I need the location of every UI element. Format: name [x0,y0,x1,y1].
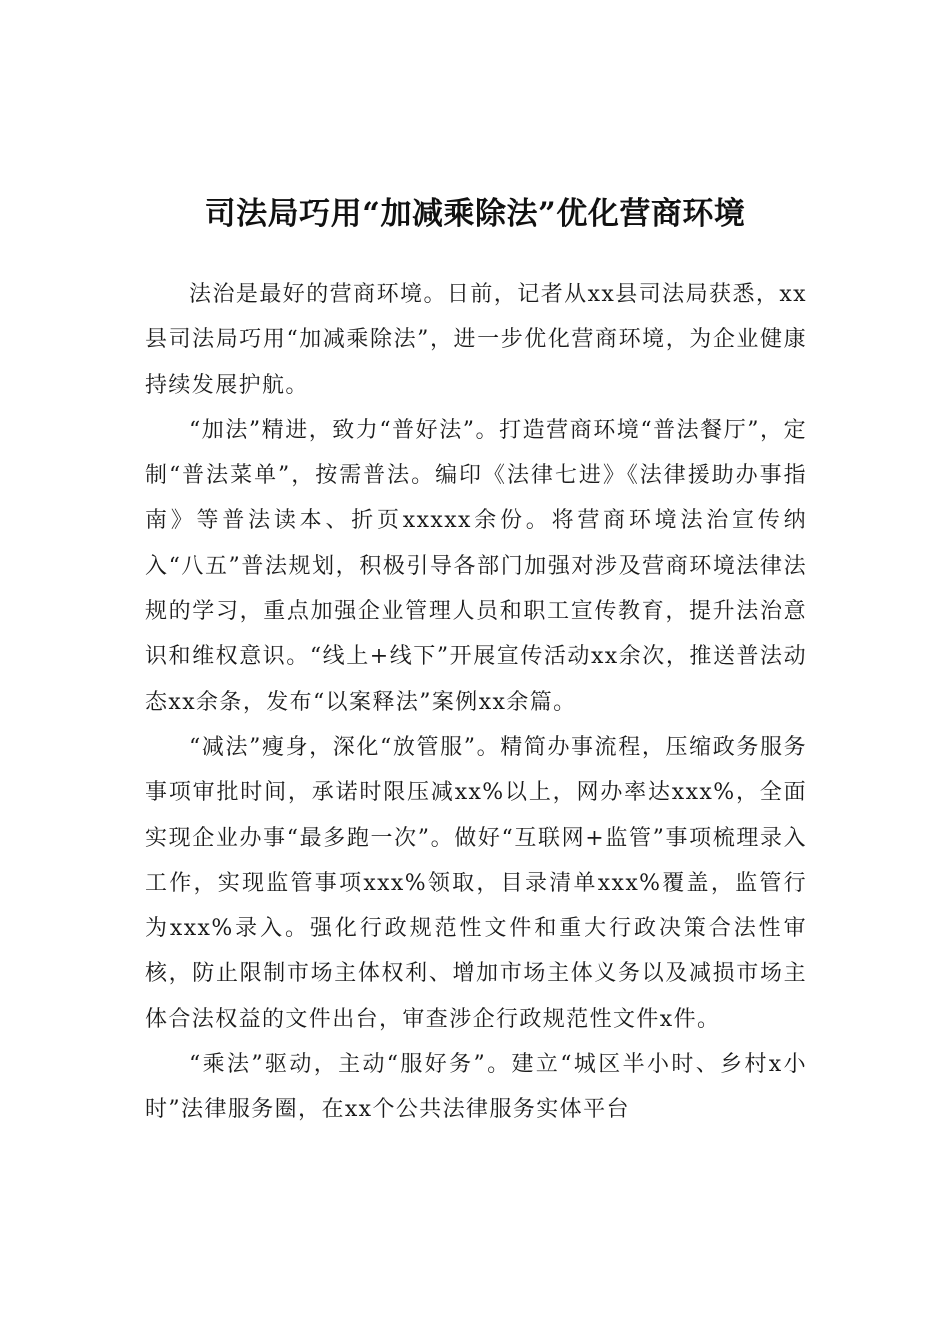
document-title: 司法局巧用“加减乘除法”优化营商环境 [204,195,746,232]
paragraph-subtraction: “减法”瘦身，深化“放管服”。精简办事流程，压缩政务服务事项审批时间，承诺时限压减xx%以上，网办率达xxx%，全面实现企业办事“最多跑一次”。做好“互联网+监管”事项梳理录入工作，实现监管事项xxx%领取，目录清单xxx%覆盖，监管行为xxx%录入。强化行政规范性文件和重大行政决策合法性审核，防止限制市场主体权利、增加市场主体义务以及减损市场主体合法权益的文件出台，审查涉企行政规范性文件x件。 [145,734,807,1032]
paragraph-addition: “加法”精进，致力“普好法”。打造营商环境“普法餐厅”，定制“普法菜单”，按需普法。编印《法律七进》《法律援助办事指南》等普法读本、折页xxxxx余份。将营商环境法治宣传纳入“八五”普法规划，积极引导各部门加强对涉及营商环境法律法规的学习，重点加强企业管理人员和职工宣传教育，提升法治意识和维权意识。“线上+线下”开展宣传活动xx余次，推送普法动态xx余条，发布“以案释法”案例xx余篇。 [145,417,807,715]
document-body [145,272,807,1133]
paragraph-intro: 法治是最好的营商环境。日前，记者从xx县司法局获悉，xx县司法局巧用“加减乘除法”，进一步优化营商环境，为企业健康持续发展护航。 [145,282,807,398]
paragraph-multiplication: “乘法”驱动，主动“服好务”。建立“城区半小时、乡村x小时”法律服务圈，在xx个公共法律服务实体平台 [145,1052,807,1123]
